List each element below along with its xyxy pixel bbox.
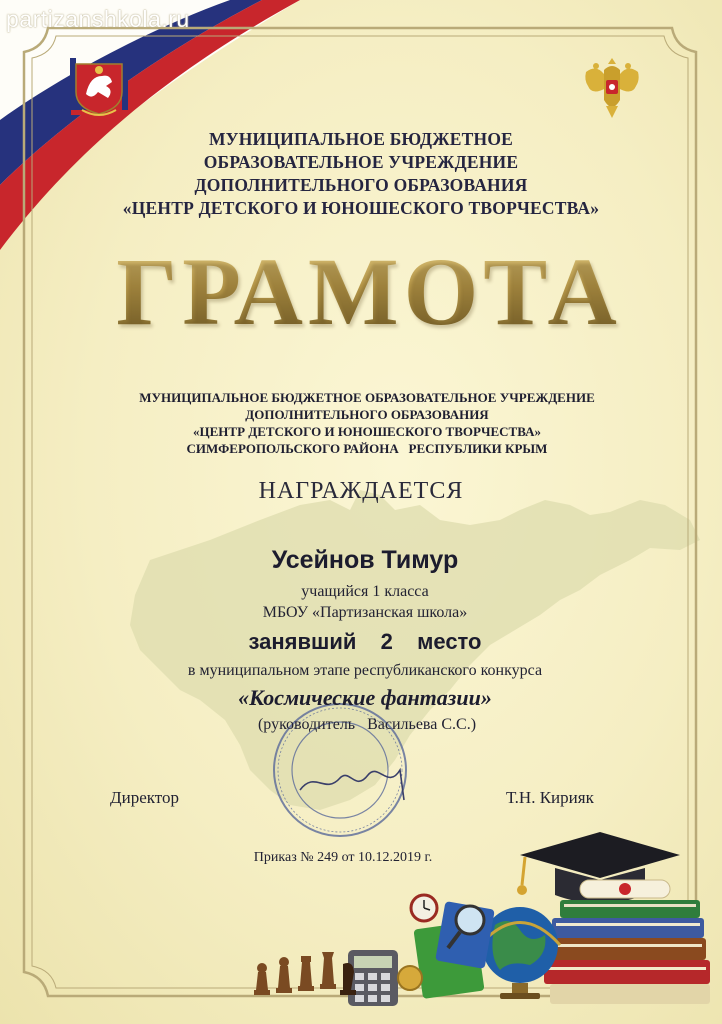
calculator-icon <box>348 950 398 1006</box>
issuer-line-3: ДОПОЛНИТЕЛЬНОГО ОБРАЗОВАНИЯ <box>194 175 528 195</box>
chess-pieces-decoration <box>254 952 356 995</box>
awarded-label: НАГРАЖДАЕТСЯ <box>258 478 464 504</box>
issuer-line-4: «ЦЕНТР ДЕТСКОГО И ЮНОШЕСКОГО ТВОРЧЕСТВА» <box>122 198 600 218</box>
clock-icon <box>411 895 437 921</box>
recipient-school: МБОУ «Партизанская школа» <box>262 604 468 621</box>
signature-role: Директор <box>110 788 179 807</box>
signatory-name: Т.Н. Кирияк <box>506 788 594 807</box>
recipient-grade: учащийся 1 класса <box>301 583 429 600</box>
awarding-org-line-2: ДОПОЛНИТЕЛЬНОГО ОБРАЗОВАНИЯ <box>245 407 489 422</box>
contest-name: «Космические фантазии» <box>238 685 492 710</box>
supervisor: (руководитель Васильева С.С.) <box>257 716 477 733</box>
awarding-org-line-3: «ЦЕНТР ДЕТСКОГО И ЮНОШЕСКОГО ТВОРЧЕСТВА» <box>193 424 541 439</box>
certificate-title: ГРАМОТА <box>8 236 722 347</box>
result-place: занявший 2 место <box>248 629 482 654</box>
awarding-org-line-1: МУНИЦИПАЛЬНОЕ БЮДЖЕТНОЕ ОБРАЗОВАТЕЛЬНОЕ УЧРЕЖДЕНИЕ <box>139 390 595 405</box>
contest-stage: в муниципальном этапе республиканского конкурса <box>187 662 543 679</box>
issuer-line-2: ОБРАЗОВАТЕЛЬНОЕ УЧРЕЖДЕНИЕ <box>203 152 519 172</box>
issuer-line-1: МУНИЦИПАЛЬНОЕ БЮДЖЕТНОЕ <box>208 129 514 149</box>
awarding-org-line-4: СИМФЕРОПОЛЬСКОГО РАЙОНА РЕСПУБЛИКИ КРЫМ <box>186 441 548 456</box>
russia-coat-of-arms-icon <box>585 58 638 118</box>
order-reference: Приказ № 249 от 10.12.2019 г. <box>253 850 433 865</box>
site-watermark: partizanshkola.ru <box>6 6 190 32</box>
recipient-name: Усейнов Тимур <box>271 546 459 574</box>
